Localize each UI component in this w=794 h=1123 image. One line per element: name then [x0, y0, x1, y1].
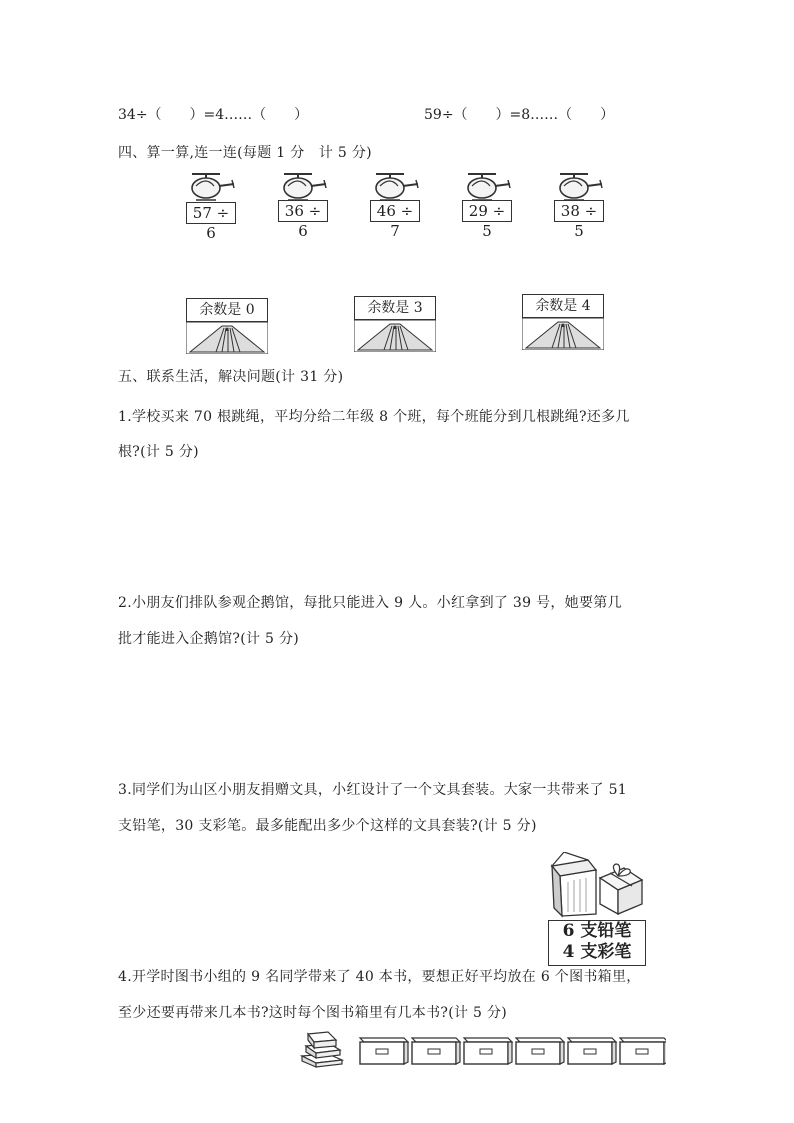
runway-icon [522, 318, 604, 350]
book-boxes-row [358, 1036, 666, 1066]
section4-title: 四、算一算,连一连(每题 1 分 计 5 分) [118, 145, 372, 161]
kit-markers: 4 支彩笔 [562, 942, 632, 962]
helicopter-label: 57 ÷ 6 [186, 202, 236, 224]
helicopter-label: 36 ÷ 6 [278, 200, 328, 222]
helicopter-5 [554, 168, 604, 240]
pad-sign: 余数是 4 [522, 294, 604, 318]
helicopter-label: 46 ÷ 7 [370, 200, 420, 222]
q4-line1: 4.开学时图书小组的 9 名同学带来了 40 本书，要想正好平均放在 6 个图书箱里， [118, 969, 641, 985]
q3-line2: 支铅笔，30 支彩笔。最多能配出多少个这样的文具套装?(计 5 分) [118, 818, 537, 834]
book-box-icon [412, 1038, 460, 1064]
gift-box-icon [548, 852, 644, 918]
division-blank-34: 34÷（ ）=4……（ ） [118, 107, 309, 123]
kit-pencils: 6 支铅笔 [562, 921, 632, 941]
division-blank-59: 59÷（ ）=8……（ ） [424, 107, 615, 123]
helicopter-label: 29 ÷ 5 [462, 200, 512, 222]
helicopter-label: 38 ÷ 5 [554, 200, 604, 222]
book-box-icon [360, 1038, 408, 1064]
helicopter-2 [278, 168, 328, 240]
books-stack-icon [298, 1030, 346, 1068]
q2-line2: 批才能进入企鹅馆?(计 5 分) [118, 631, 300, 647]
book-box-icon [516, 1038, 564, 1064]
landing-pad-2 [354, 296, 436, 350]
helicopter-4 [462, 168, 512, 240]
section5-title: 五、联系生活，解决问题(计 31 分) [118, 369, 344, 385]
book-box-icon [568, 1038, 616, 1064]
stationery-kit-label [548, 920, 646, 966]
book-box-icon [464, 1038, 512, 1064]
pad-sign: 余数是 0 [186, 298, 268, 322]
helicopter-3 [370, 168, 420, 240]
runway-icon [354, 320, 436, 352]
pad-sign: 余数是 3 [354, 296, 436, 320]
q1-line2: 根?(计 5 分) [118, 444, 199, 460]
landing-pad-1 [186, 298, 268, 352]
runway-icon [186, 322, 268, 354]
q3-line1: 3.同学们为山区小朋友捐赠文具，小红设计了一个文具套装。大家一共带来了 51 [118, 782, 628, 798]
q4-line2: 至少还要再带来几本书?这时每个图书箱里有几本书?(计 5 分) [118, 1005, 508, 1021]
helicopter-1 [186, 168, 236, 242]
q2-line1: 2.小朋友们排队参观企鹅馆，每批只能进入 9 人。小红拿到了 39 号，她要第几 [118, 595, 622, 611]
book-box-icon [620, 1038, 666, 1064]
landing-pad-3 [522, 294, 604, 348]
q1-line1: 1.学校买来 70 根跳绳，平均分给二年级 8 个班，每个班能分到几根跳绳?还多几 [118, 409, 630, 425]
